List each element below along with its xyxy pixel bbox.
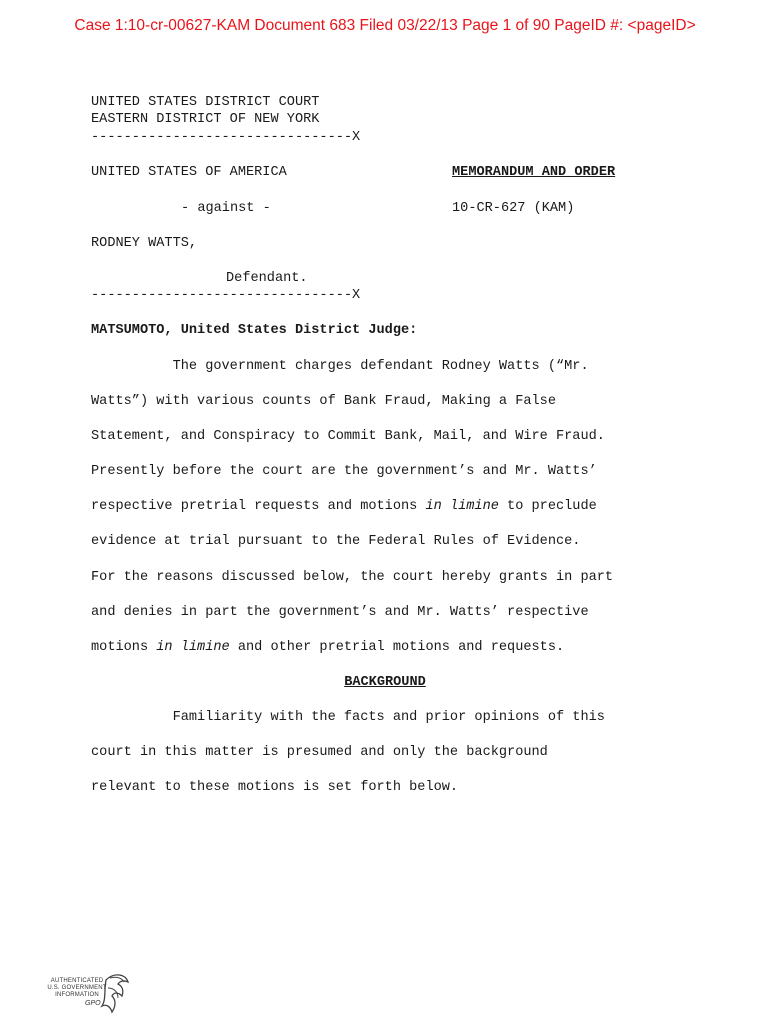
paragraph1-line7: For the reasons discussed below, the court hereby grants in part [91,570,614,585]
paragraph1-line5-a: respective pretrial requests and motions [91,499,426,514]
court-district: EASTERN DISTRICT OF NEW YORK [91,112,320,127]
caption-rule-top: --------------------------------X [91,130,361,145]
paragraph1-line6: evidence at trial pursuant to the Federal Rules of Evidence. [91,534,581,549]
paragraph1-line1: The government charges defendant Rodney Watts (“Mr. [91,359,589,374]
defendant-label: Defendant. [226,271,308,286]
paragraph1-line5-italic: in limine [425,499,499,514]
paragraph2-line2: court in this matter is presumed and only the background [91,745,548,760]
paragraph2-line1: Familiarity with the facts and prior opinions of this [91,710,605,725]
paragraph1-line9-italic: in limine [156,640,230,655]
paragraph1-line8: and denies in part the government’s and Mr. Watts’ respective [91,605,589,620]
paragraph1-line9 [91,639,564,656]
paragraph1-line2: Watts”) with various counts of Bank Fraud, Making a False [91,394,556,409]
plaintiff-name: UNITED STATES OF AMERICA [91,165,287,180]
paragraph1-line9-b: and other pretrial motions and requests. [229,640,565,655]
judge-line: MATSUMOTO, United States District Judge: [91,323,418,338]
gpo-authentication-text: AUTHENTICATED U.S. GOVERNMENT INFORMATION [47,978,107,998]
paragraph1-line4: Presently before the court are the government’s and Mr. Watts’ [91,464,597,479]
section-heading-background: BACKGROUND [344,675,426,690]
document-title: MEMORANDUM AND ORDER [452,165,616,180]
paragraph1-line3: Statement, and Conspiracy to Commit Bank, Mail, and Wire Fraud. [91,429,605,444]
paragraph1-line5-b: to preclude [498,499,597,514]
versus-label: - against - [181,201,271,216]
case-number: 10-CR-627 (KAM) [452,201,575,216]
paragraph1-line9-a: motions [91,640,157,655]
defendant-name: RODNEY WATTS, [91,236,198,251]
caption-rule-bottom: --------------------------------X [91,288,361,303]
case-header-stamp: Case 1:10-cr-00627-KAM Document 683 Filed 03/22/13 Page 1 of 90 PageID #: <pageID> [74,17,696,34]
paragraph1-line5 [91,498,597,515]
court-name: UNITED STATES DISTRICT COURT [91,95,320,110]
gpo-mark: GPO [85,1000,101,1007]
paragraph2-line3: relevant to these motions is set forth below. [91,780,459,795]
